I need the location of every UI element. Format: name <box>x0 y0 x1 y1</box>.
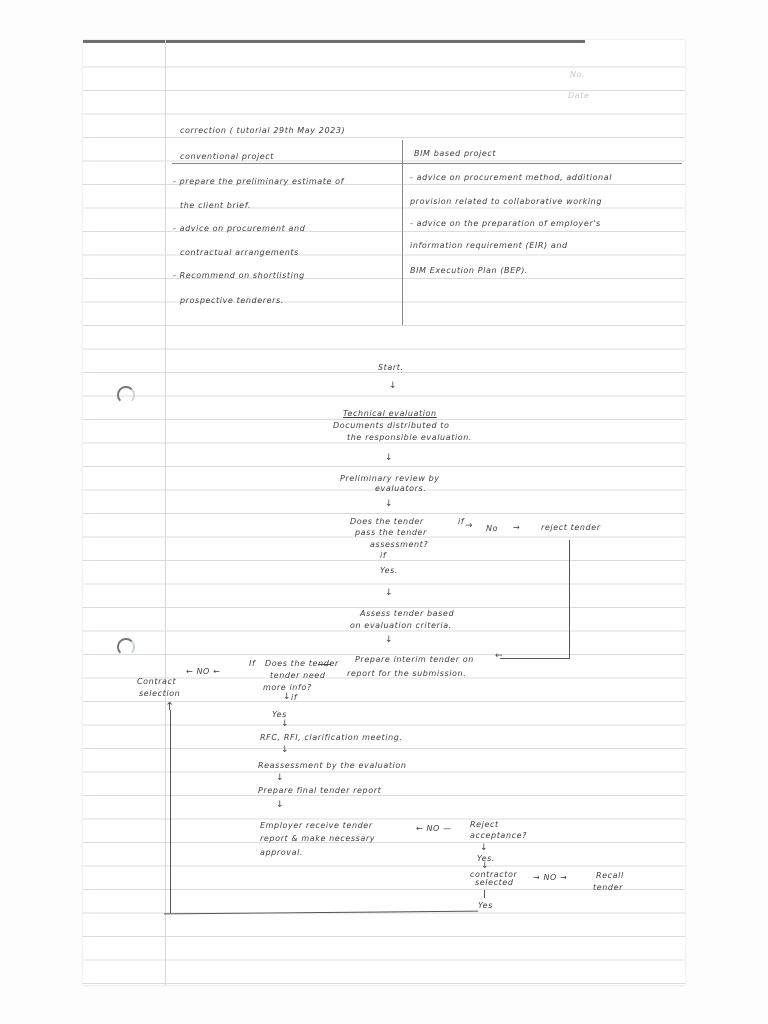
binder-hole-icon <box>117 638 135 656</box>
flow-step: Documents distributed to <box>333 421 450 430</box>
flow-no: → NO → <box>533 873 568 882</box>
arrow-down-icon: ↓ <box>385 499 393 509</box>
left-column-header: conventional project <box>180 152 275 161</box>
flow-no: ← NO ← <box>186 667 221 676</box>
left-line: - advice on procurement and <box>173 224 306 233</box>
arrow-down-icon: ↓ <box>276 773 284 783</box>
flow-step: Employer receive tender <box>260 821 373 830</box>
binder-hole-icon <box>117 386 135 404</box>
arrow-up-icon: ↑ <box>165 700 175 713</box>
flow-step: Prepare interim tender on <box>355 655 474 664</box>
flow-decision: Reject <box>470 820 499 829</box>
connector-line <box>500 658 570 659</box>
right-column-header: BIM based project <box>414 149 497 158</box>
arrow-right-icon: → <box>465 521 473 531</box>
arrow-down-icon: ↓ <box>385 588 393 598</box>
flow-decision: Does the tender <box>265 659 339 668</box>
flow-no: ← NO — <box>416 824 452 833</box>
left-line: - prepare the preliminary estimate of <box>173 177 345 186</box>
flow-step: Technical evaluation <box>343 409 437 418</box>
flow-result: reject tender <box>541 523 601 532</box>
flow-yes: Yes. <box>477 854 496 863</box>
flow-yes: Yes. <box>380 566 399 575</box>
flow-step: Prepare final tender report <box>258 786 382 795</box>
flow-step: approval. <box>260 848 304 857</box>
flow-decision: pass the tender <box>355 528 427 537</box>
arrow-down-icon: ↓ <box>281 745 289 755</box>
flow-step: evaluators. <box>375 484 427 493</box>
arrow-down-icon: ↓ <box>480 843 488 853</box>
left-line: contractual arrangements <box>180 248 299 257</box>
flow-if: if <box>291 693 298 702</box>
right-line: provision related to collaborative working <box>410 197 603 206</box>
right-line: BIM Execution Plan (BEP). <box>410 266 529 275</box>
page-title: correction ( tutorial 29th May 2023) <box>180 126 346 135</box>
flow-decision: assessment? <box>370 540 429 549</box>
arrow-down-icon: ↓ <box>385 453 393 463</box>
connector-line <box>170 710 171 913</box>
flow-step: the responsible evaluation. <box>347 433 473 442</box>
page-top-edge <box>83 40 585 43</box>
flow-step: report for the submission. <box>347 669 467 678</box>
arrow-down-icon: ↓ <box>389 381 397 391</box>
arrow-down-icon: ↓ <box>385 635 393 645</box>
left-line: the client brief. <box>180 201 252 210</box>
arrow-left-icon: ← <box>495 651 503 661</box>
flow-step: RFC, RFI, clarification meeting. <box>260 733 403 742</box>
flow-yes: Yes <box>272 710 287 719</box>
flow-result: selection <box>139 689 181 698</box>
flow-decision: Does the tender <box>350 517 424 526</box>
flow-no: No <box>486 524 499 533</box>
flow-step: on evaluation criteria. <box>350 621 452 630</box>
flow-if: if <box>458 517 465 526</box>
connector-line <box>484 890 485 898</box>
flow-decision: tender need <box>270 671 326 680</box>
right-line: - advice on procurement method, additional <box>410 173 613 182</box>
flow-result: Recall <box>596 871 624 880</box>
flow-result: Contract <box>137 677 177 686</box>
arrow-down-icon: ↓ <box>283 692 291 702</box>
right-line: - advice on the preparation of employer's <box>410 219 601 228</box>
left-line: - Recommend on shortlisting <box>173 271 305 280</box>
margin-line <box>165 40 166 985</box>
flow-step: report & make necessary <box>260 834 376 843</box>
flow-start: Start. <box>378 363 404 372</box>
date-label: Date <box>568 91 590 100</box>
header-underline <box>172 163 682 164</box>
flow-decision: if <box>380 551 387 560</box>
flow-decision: acceptance? <box>470 831 527 840</box>
flow-decision: selected <box>475 878 514 887</box>
flow-if: If <box>249 659 256 668</box>
arrow-right-icon: → <box>513 523 521 532</box>
right-line: information requirement (EIR) and <box>410 241 568 250</box>
arrow-down-icon: ↓ <box>276 800 284 810</box>
flow-result: tender <box>593 883 624 892</box>
flow-decision: contractor <box>470 870 518 879</box>
arrow-down-icon: ↓ <box>281 719 289 729</box>
connector-line <box>569 540 570 658</box>
flow-decision: more info? <box>263 683 312 692</box>
flow-step: Reassessment by the evaluation <box>258 761 407 770</box>
arrow-down-icon: ↓ <box>481 861 489 871</box>
left-line: prospective tenderers. <box>180 296 284 305</box>
column-divider <box>402 140 403 325</box>
no-label: No. <box>570 70 586 79</box>
flow-yes: Yes <box>478 901 493 910</box>
flow-step: Assess tender based <box>360 609 455 618</box>
flow-step: Preliminary review by <box>340 474 440 483</box>
